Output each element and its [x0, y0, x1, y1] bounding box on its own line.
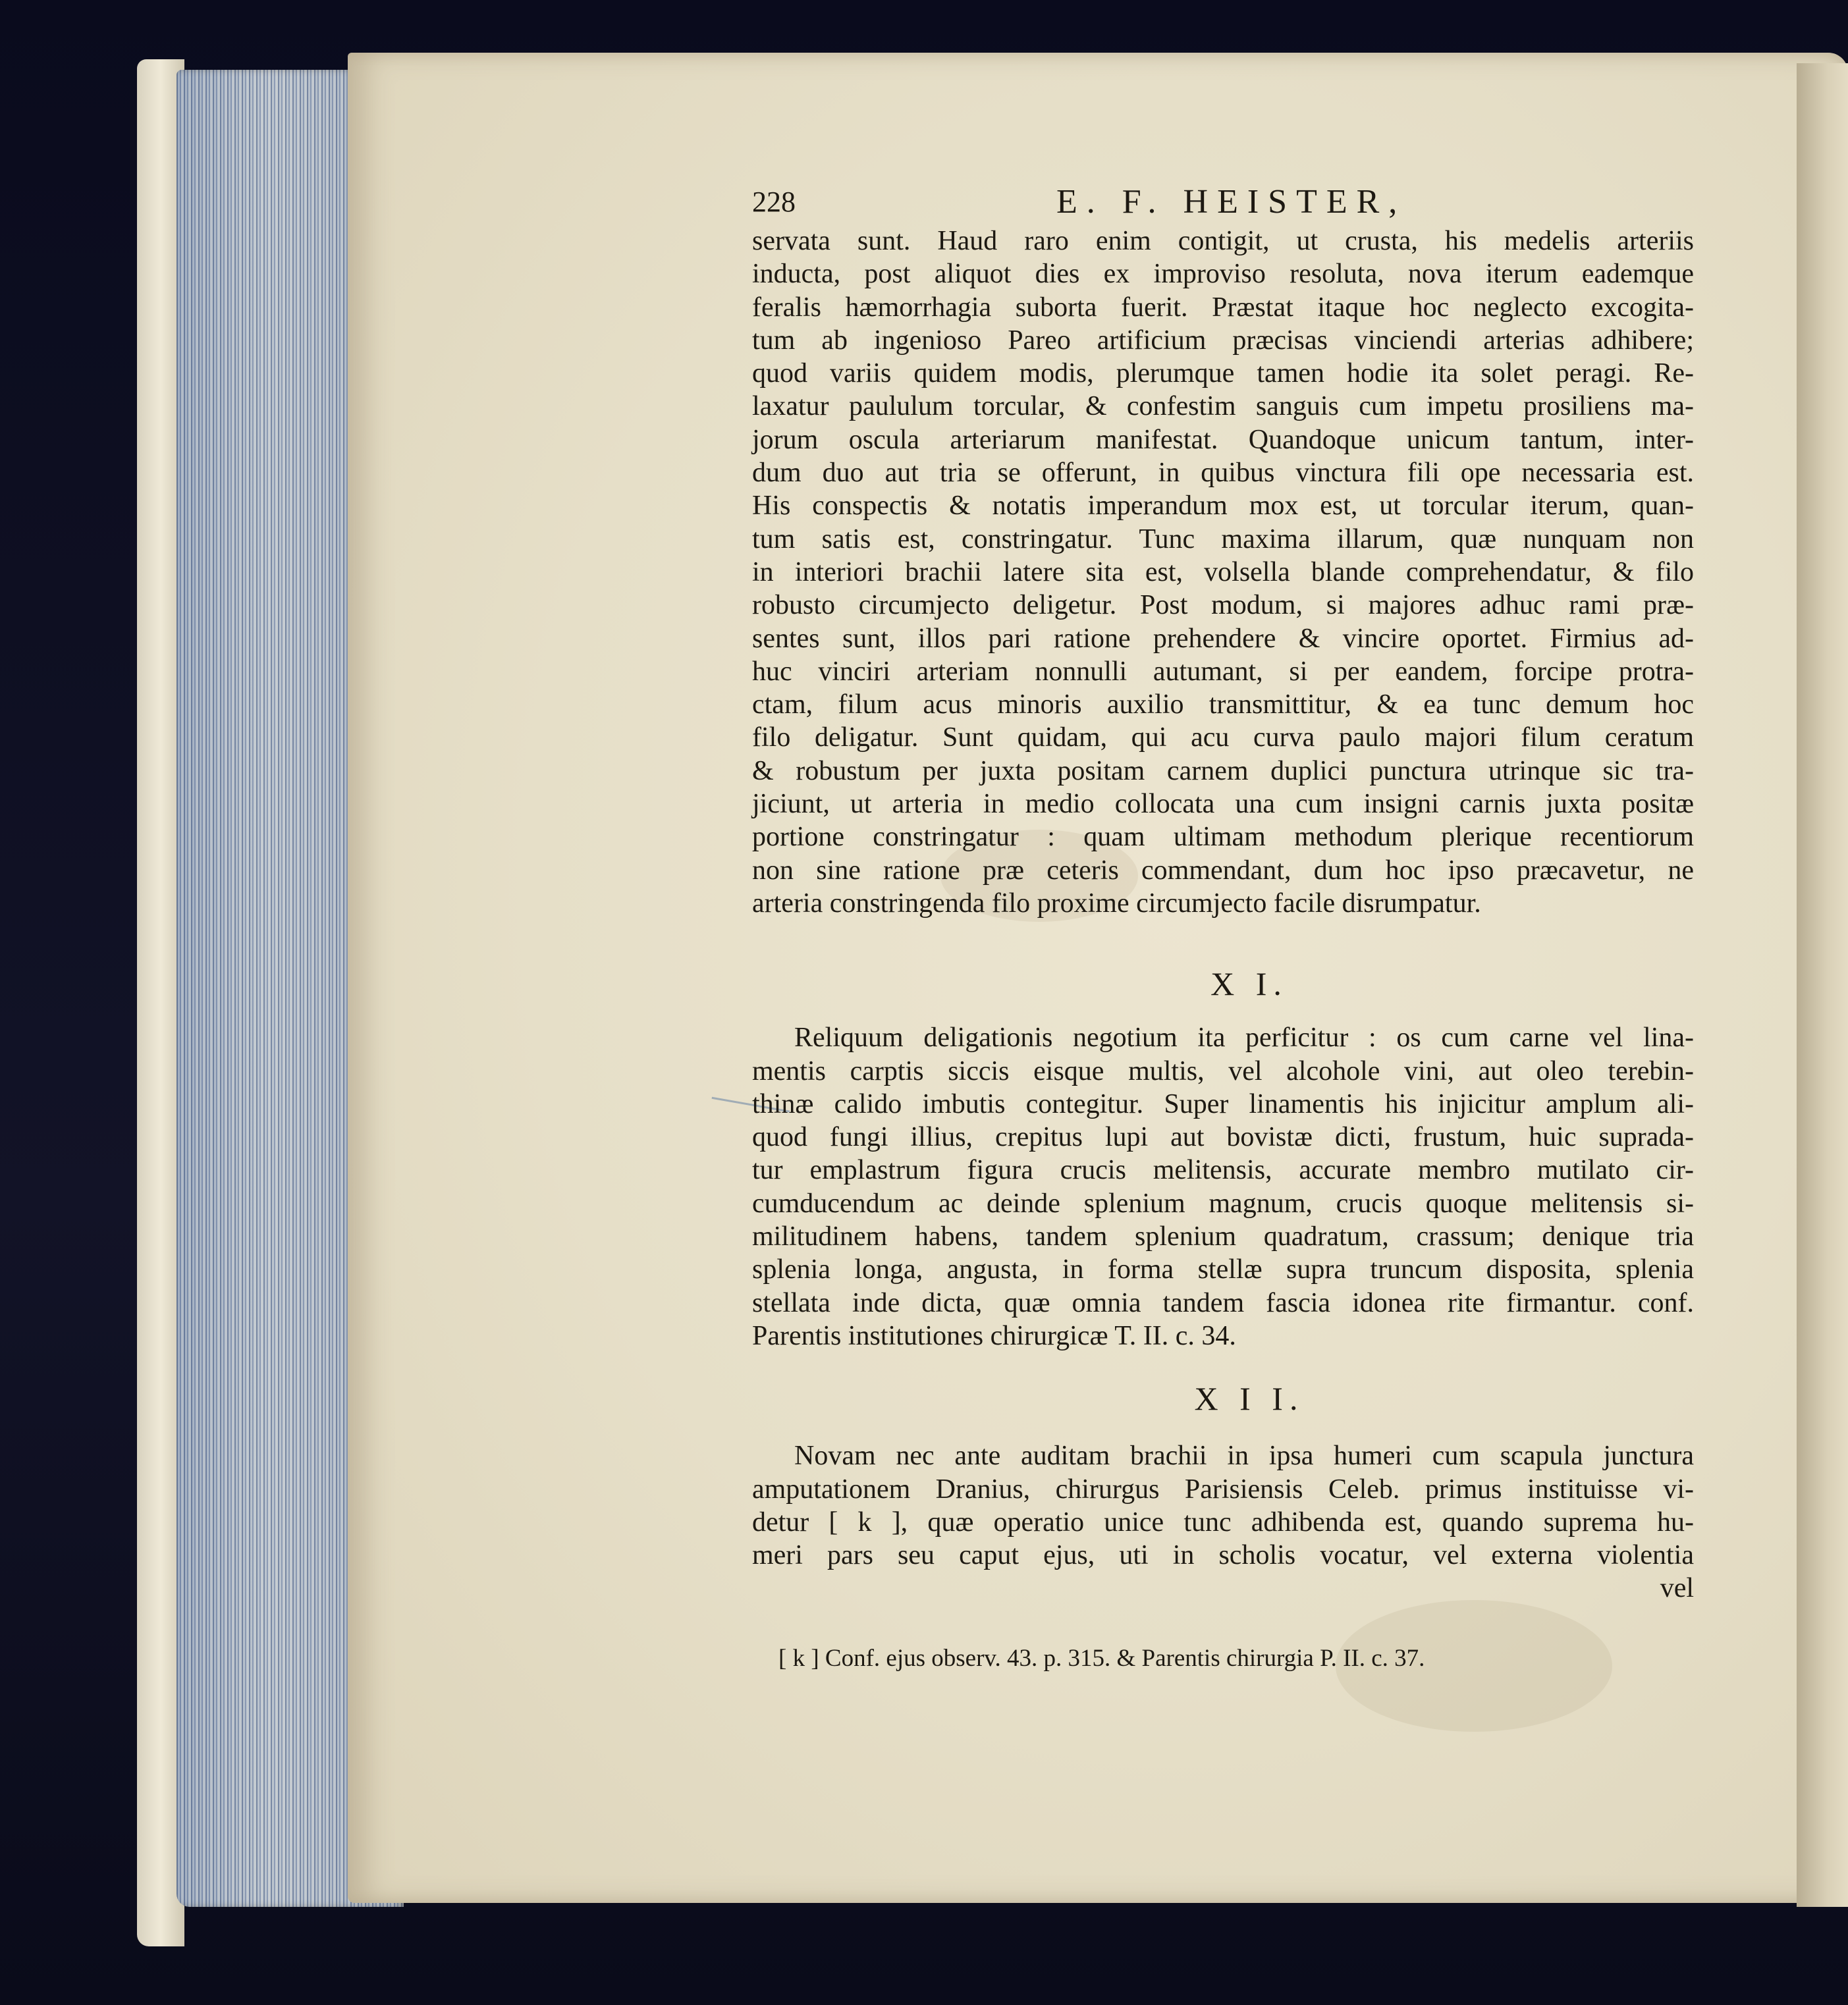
text-line: filo deligatur. Sunt quidam, qui acu curva paulo majori filum ceratum: [752, 722, 1694, 753]
text-line: militudinem habens, tandem splenium quadratum, crassum; denique tria: [752, 1221, 1694, 1252]
running-title: E. F. HEISTER,: [1056, 183, 1407, 221]
text-line: splenia longa, angusta, in forma stellæ supra truncum disposita, splenia: [752, 1254, 1694, 1285]
text-line: portione constringatur : quam ultimam methodum plerique recentiorum: [752, 822, 1694, 853]
footnote: [ k ] Conf. ejus observ. 43. p. 315. & Parentis chirurgia P. II. c. 37.: [778, 1644, 1425, 1672]
text-line: arteria constringenda filo proxime circumjecto facile disrumpatur.: [752, 888, 1481, 919]
text-line: servata sunt. Haud raro enim contigit, ut crusta, his medelis arteriis: [752, 226, 1694, 256]
running-head: [752, 182, 1694, 225]
page-text: [752, 182, 1694, 1675]
text-line: sentes sunt, illos pari ratione prehendere & vincire oportet. Firmius ad-: [752, 623, 1694, 654]
text-line: dum duo aut tria se offerunt, in quibus vinctura fili ope necessaria est.: [752, 458, 1694, 489]
text-line: non sine ratione præ ceteris commendant, dum hoc ipso præcavetur, ne: [752, 855, 1694, 886]
text-line: mentis carptis siccis eisque multis, vel alcohole vini, aut oleo terebin-: [752, 1056, 1694, 1086]
text-line: laxatur paululum torcular, & confestim sanguis cum impetu prosiliens ma-: [752, 391, 1694, 422]
text-line: detur [ k ], quæ operatio unice tunc adhibenda est, quando suprema hu-: [752, 1507, 1694, 1537]
text-line: in interiori brachii latere sita est, volsella blande comprehendatur, & filo: [752, 556, 1694, 587]
text-line: Novam nec ante auditam brachii in ipsa humeri cum scapula junctura: [794, 1441, 1694, 1472]
page-number: 228: [752, 186, 796, 218]
text-line: meri pars seu caput ejus, uti in scholis vocatur, vel externa violentia: [752, 1540, 1694, 1571]
text-line: tur emplastrum figura crucis melitensis, accurate membro mutilato cir-: [752, 1155, 1694, 1186]
text-line: & robustum per juxta positam carnem duplici punctura utrinque sic tra-: [752, 755, 1694, 786]
section-heading-xi: X I.: [1210, 965, 1288, 1003]
paragraph-xii: [752, 1439, 1694, 1605]
text-line: inducta, post aliquot dies ex improviso resoluta, nova iterum eademque: [752, 259, 1694, 290]
text-line: quod fungi illius, crepitus lupi aut bovistæ dicti, frustum, huic suprada-: [752, 1122, 1694, 1153]
text-line: thinæ calido imbutis contegitur. Super linamentis his injicitur amplum ali-: [752, 1088, 1694, 1119]
paragraph-1: [752, 225, 1694, 920]
text-line: tum ab ingenioso Pareo artificium præcisas vinciendi arterias adhibere;: [752, 325, 1694, 356]
text-line: Reliquum deligationis negotium ita perficitur : os cum carne vel lina-: [794, 1023, 1694, 1054]
text-line: cumducendum ac deinde splenium magnum, crucis quoque melitensis si-: [752, 1188, 1694, 1219]
text-line: tum satis est, constringatur. Tunc maxima illarum, quæ nunquam non: [752, 523, 1694, 554]
text-line: stellata inde dicta, quæ omnia tandem fascia idonea rite firmantur. conf.: [752, 1287, 1694, 1318]
text-line: quod variis quidem modis, plerumque tamen hodie ita solet peragi. Re-: [752, 358, 1694, 389]
paragraph-xi: [752, 1021, 1694, 1352]
text-line: feralis hæmorrhagia suborta fuerit. Præstat itaque hoc neglecto excogita-: [752, 292, 1694, 323]
text-line: Parentis institutiones chirurgicæ T. II. c. 34.: [752, 1320, 1236, 1351]
text-line: robusto circumjecto deligetur. Post modum, si majores adhuc rami præ-: [752, 590, 1694, 621]
section-heading-xii: X I I.: [1194, 1380, 1305, 1418]
facing-page-edge: [1797, 63, 1848, 1907]
text-line: jorum oscula arteriarum manifestat. Quandoque unicum tantum, inter-: [752, 424, 1694, 455]
text-line: jiciunt, ut arteria in medio collocata una cum insigni carnis juxta positæ: [752, 789, 1694, 820]
catchword: vel: [1660, 1573, 1694, 1604]
text-line: ctam, filum acus minoris auxilio transmittitur, & ea tunc demum hoc: [752, 689, 1694, 720]
text-line: huc vinciri arteriam nonnulli autumant, si per eandem, forcipe protra-: [752, 656, 1694, 687]
text-line: His conspectis & notatis imperandum mox est, ut torcular iterum, quan-: [752, 491, 1694, 521]
text-line: amputationem Dranius, chirurgus Parisiensis Celeb. primus instituisse vi-: [752, 1474, 1694, 1505]
